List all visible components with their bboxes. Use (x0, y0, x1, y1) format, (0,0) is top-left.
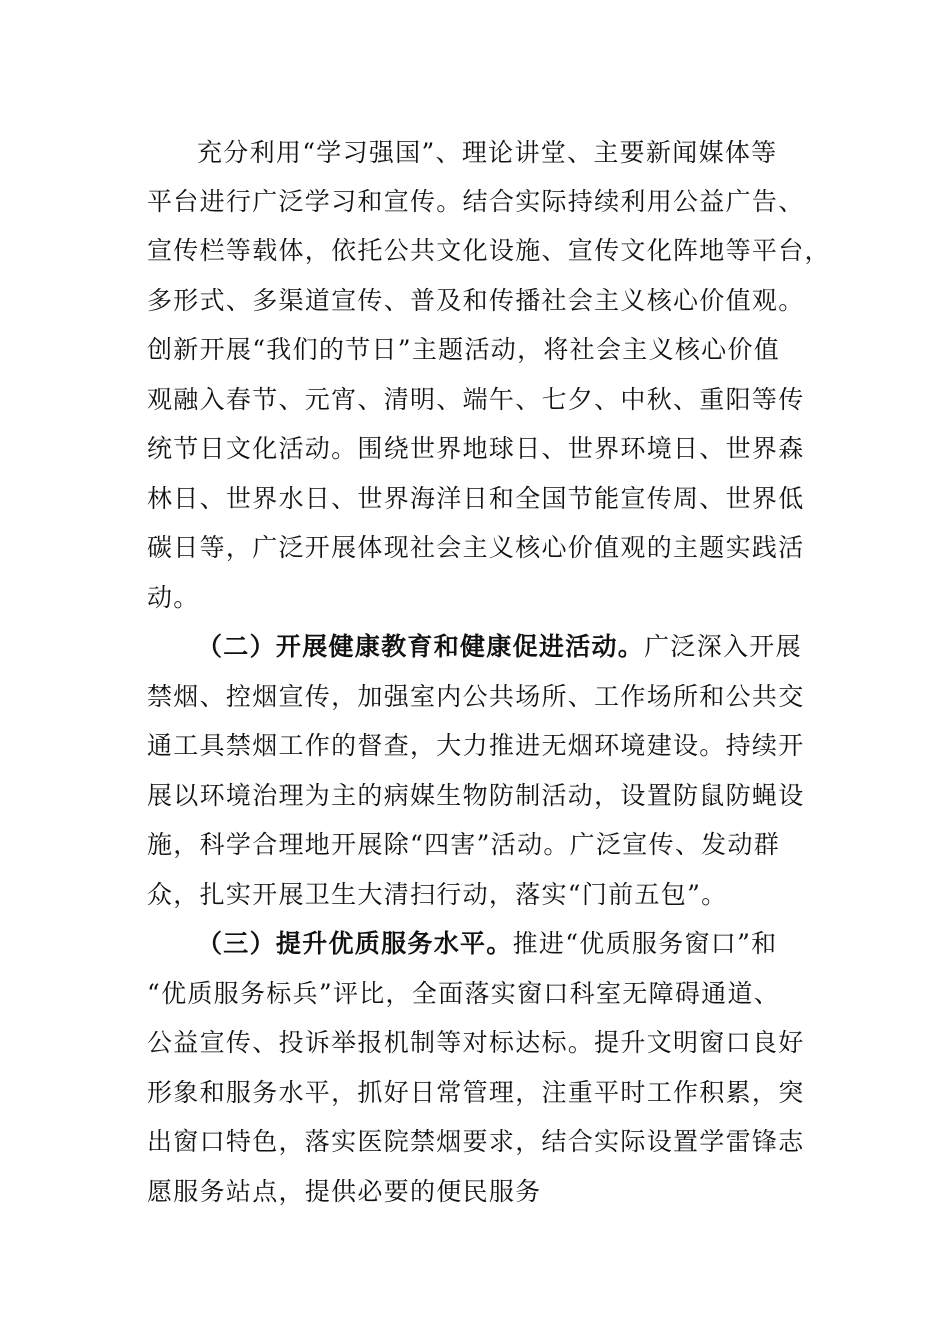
paragraph-2-line-3: 通工具禁烟工作的督查，大力推进无烟环境建设。持续开 (147, 731, 805, 760)
section-heading-2: （二）开展健康教育和健康促进活动。 (197, 632, 645, 661)
paragraph-2-line-1 (197, 629, 807, 665)
section-heading-3: （三）提升优质服务水平。 (197, 929, 513, 958)
paragraph-3-line-2: “优质服务标兵”评比，全面落实窗口科室无障碍通道、 (147, 979, 781, 1008)
paragraph-1-line-3: 宣传栏等载体，依托公共文化设施、宣传文化阵地等平台， (147, 236, 831, 265)
paragraph-1-line-9: 碳日等，广泛开展体现社会主义核心价值观的主题实践活 (147, 533, 805, 562)
paragraph-1-line-4: 多形式、多渠道宣传、普及和传播社会主义核心价值观。 (147, 286, 805, 315)
paragraph-2-line-6: 众，扎实开展卫生大清扫行动，落实“门前五包”。 (147, 880, 728, 909)
paragraph-3-line-1-text: 推进“优质服务窗口”和 (512, 929, 778, 958)
paragraph-3-line-6: 愿服务站点，提供必要的便民服务 (147, 1177, 542, 1206)
paragraph-1-line-6: 观融入春节、元宵、清明、端午、七夕、中秋、重阳等传 (147, 385, 805, 414)
paragraph-1-line-2: 平台进行广泛学习和宣传。结合实际持续利用公益广告、 (147, 187, 805, 216)
paragraph-2-line-4: 展以环境治理为主的病媒生物防制活动，设置防鼠防蝇设 (147, 781, 805, 810)
paragraph-3-line-3: 公益宣传、投诉举报机制等对标达标。提升文明窗口良好 (147, 1028, 805, 1057)
paragraph-1-line-5: 创新开展“我们的节日”主题活动，将社会主义核心价值 (147, 335, 781, 364)
paragraph-3-line-1 (197, 926, 807, 962)
paragraph-1-line-1: 充分利用“学习强国”、理论讲堂、主要新闻媒体等 (197, 138, 778, 167)
paragraph-2-line-2: 禁烟、控烟宣传，加强室内公共场所、工作场所和公共交 (147, 682, 805, 711)
paragraph-2-line-5: 施，科学合理地开展除“四害”活动。广泛宣传、发动群 (147, 830, 781, 859)
paragraph-3-line-5: 出窗口特色，落实医院禁烟要求，结合实际设置学雷锋志 (147, 1127, 805, 1156)
paragraph-1-line-7: 统节日文化活动。围绕世界地球日、世界环境日、世界森 (147, 434, 805, 463)
paragraph-3-line-4: 形象和服务水平，抓好日常管理，注重平时工作积累，突 (147, 1078, 805, 1107)
paragraph-1-line-10: 动。 (147, 583, 200, 612)
paragraph-2-line-1-text: 广泛深入开展 (644, 632, 802, 661)
paragraph-1-line-8: 林日、世界水日、世界海洋日和全国节能宣传周、世界低 (147, 484, 805, 513)
